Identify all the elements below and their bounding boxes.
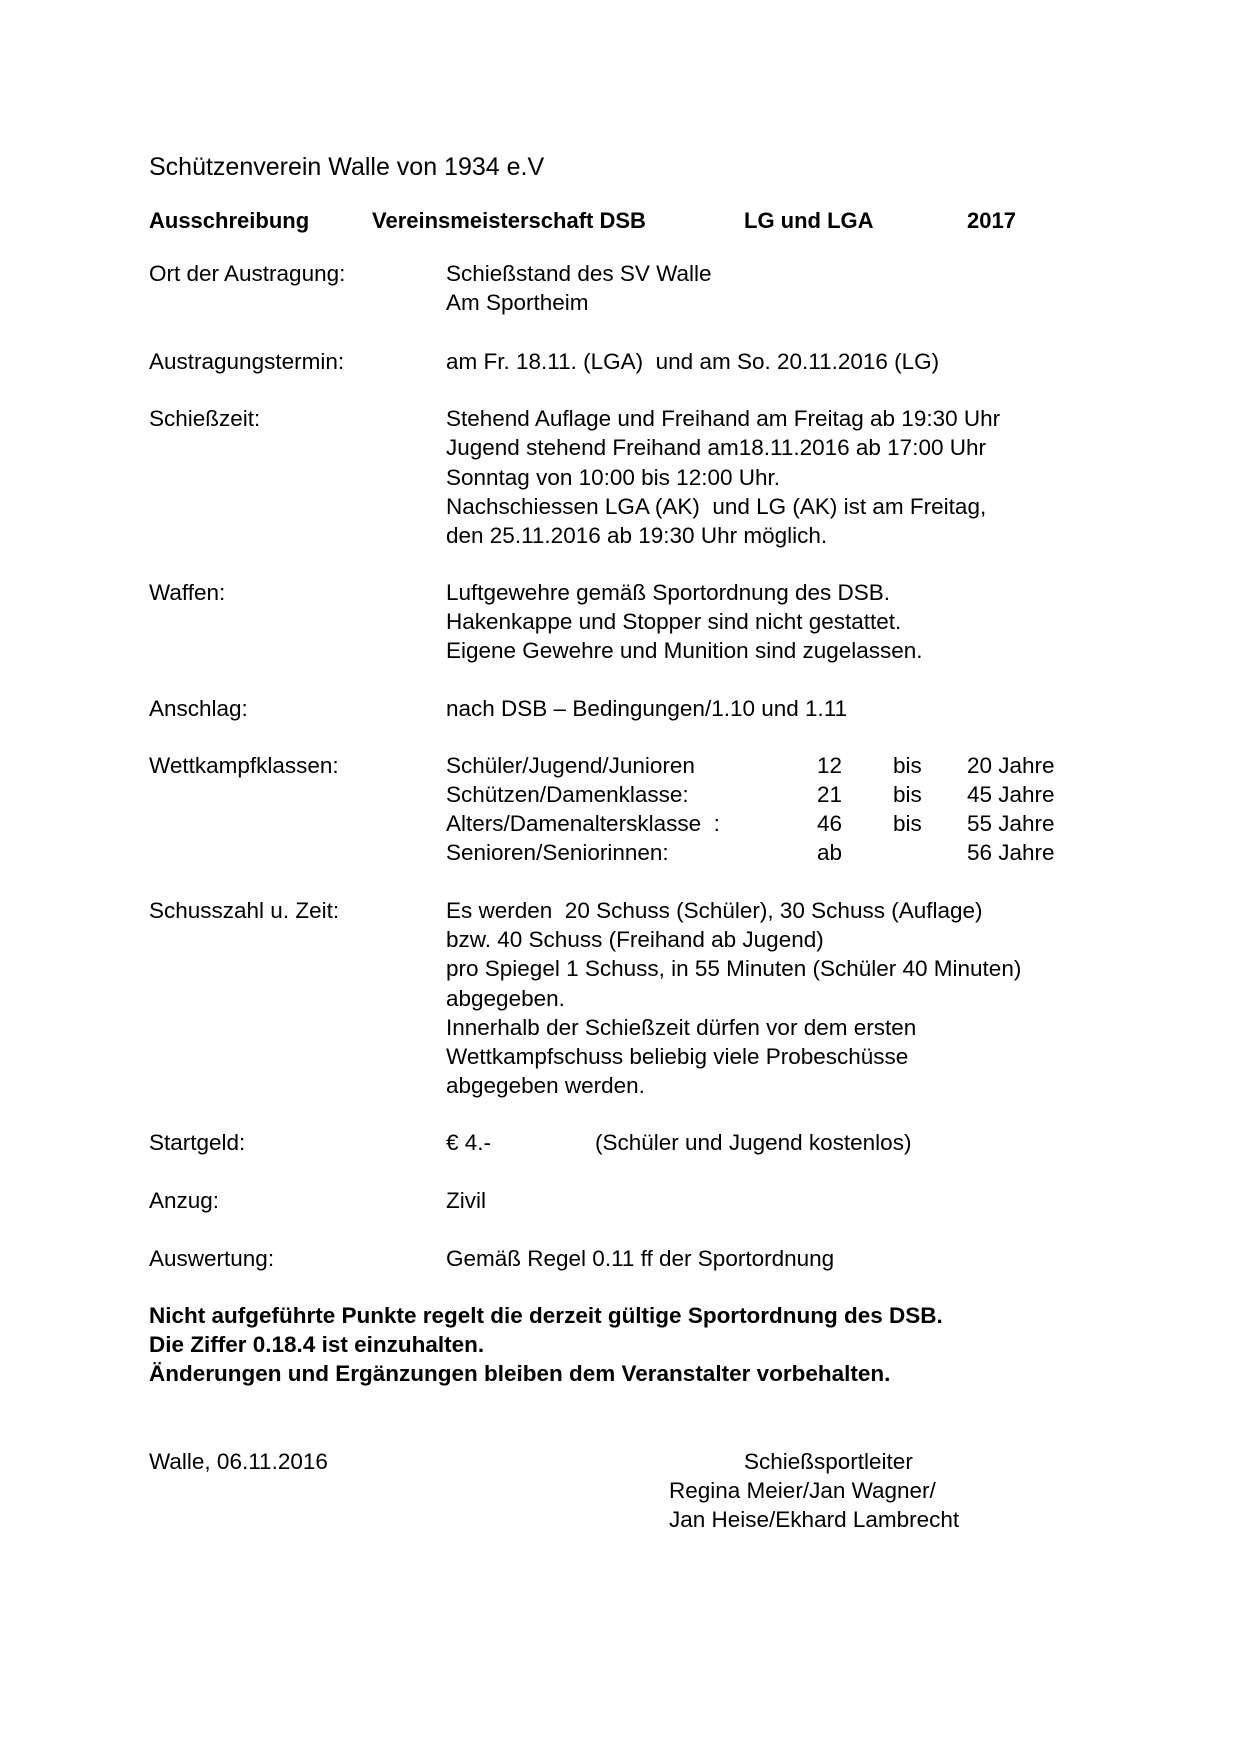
section-line: Am Sportheim: [446, 290, 589, 315]
section-label: Schusszahl u. Zeit:: [149, 898, 340, 923]
class-to: 45 Jahre: [967, 782, 1055, 807]
section-line: abgegeben werden.: [446, 1073, 645, 1098]
class-from: ab: [817, 840, 843, 865]
class-from: 21: [817, 782, 843, 807]
section-line: Gemäß Regel 0.11 ff der Sportordnung: [446, 1246, 835, 1271]
signatory-names: Jan Heise/Ekhard Lambrecht: [669, 1507, 960, 1532]
section-label: Anzug:: [149, 1188, 220, 1213]
class-to: 56 Jahre: [967, 840, 1055, 865]
note-line: Die Ziffer 0.18.4 ist einzuhalten.: [149, 1332, 485, 1357]
section-line: Stehend Auflage und Freihand am Freitag ab 19:30 Uhr: [446, 406, 1001, 431]
club-title: Schützenverein Walle von 1934 e.V: [149, 153, 545, 181]
section-label: Wettkampfklassen:: [149, 753, 339, 778]
section-line: Nachschiessen LGA (AK) und LG (AK) ist am Freitag,: [446, 494, 987, 519]
class-sep: bis: [893, 811, 922, 836]
section-line: Es werden 20 Schuss (Schüler), 30 Schuss (Auflage): [446, 898, 983, 923]
class-to: 20 Jahre: [967, 753, 1055, 778]
section-line: abgegeben.: [446, 986, 565, 1011]
class-name: Schützen/Damenklasse:: [446, 782, 689, 807]
header-type: Ausschreibung: [149, 208, 310, 233]
section-label: Schießzeit:: [149, 406, 261, 431]
section-line: pro Spiegel 1 Schuss, in 55 Minuten (Schüler 40 Minuten): [446, 956, 1022, 981]
fee-note: (Schüler und Jugend kostenlos): [595, 1130, 912, 1155]
class-sep: bis: [893, 753, 922, 778]
place-date: Walle, 06.11.2016: [149, 1449, 328, 1474]
class-sep: bis: [893, 782, 922, 807]
note-line: Nicht aufgeführte Punkte regelt die derzeit gültige Sportordnung des DSB.: [149, 1303, 943, 1328]
class-name: Senioren/Seniorinnen:: [446, 840, 669, 865]
class-name: Schüler/Jugend/Junioren: [446, 753, 695, 778]
section-line: Schießstand des SV Walle: [446, 261, 712, 286]
section-line: nach DSB – Bedingungen/1.10 und 1.11: [446, 696, 848, 721]
class-name: Alters/Damenaltersklasse :: [446, 811, 720, 836]
section-label: Waffen:: [149, 580, 226, 605]
section-label: Anschlag:: [149, 696, 248, 721]
section-line: bzw. 40 Schuss (Freihand ab Jugend): [446, 927, 824, 952]
section-label: Ort der Austragung:: [149, 261, 346, 286]
header-disciplines: LG und LGA: [744, 208, 874, 233]
section-label: Auswertung:: [149, 1246, 275, 1271]
header-year: 2017: [967, 208, 1016, 233]
signatory-names: Regina Meier/Jan Wagner/: [669, 1478, 936, 1503]
section-line: Wettkampfschuss beliebig viele Probeschüsse: [446, 1044, 909, 1069]
section-line: Eigene Gewehre und Munition sind zugelassen.: [446, 638, 923, 663]
section-label: Startgeld:: [149, 1130, 246, 1155]
section-line: am Fr. 18.11. (LGA) und am So. 20.11.2016 (LG): [446, 349, 940, 374]
class-from: 46: [817, 811, 843, 836]
header-event: Vereinsmeisterschaft DSB: [372, 208, 646, 233]
section-line: Sonntag von 10:00 bis 12:00 Uhr.: [446, 465, 780, 490]
section-line: Jugend stehend Freihand am18.11.2016 ab 17:00 Uhr: [446, 435, 986, 460]
section-line: Innerhalb der Schießzeit dürfen vor dem ersten: [446, 1015, 917, 1040]
fee-amount: € 4.-: [446, 1130, 492, 1155]
class-from: 12: [817, 753, 843, 778]
section-line: Zivil: [446, 1188, 486, 1213]
note-line: Änderungen und Ergänzungen bleiben dem Veranstalter vorbehalten.: [149, 1361, 891, 1386]
class-to: 55 Jahre: [967, 811, 1055, 836]
section-line: den 25.11.2016 ab 19:30 Uhr möglich.: [446, 523, 828, 548]
section-label: Austragungstermin:: [149, 349, 345, 374]
section-line: Hakenkappe und Stopper sind nicht gestattet.: [446, 609, 902, 634]
signatory-role: Schießsportleiter: [744, 1449, 913, 1474]
section-line: Luftgewehre gemäß Sportordnung des DSB.: [446, 580, 891, 605]
